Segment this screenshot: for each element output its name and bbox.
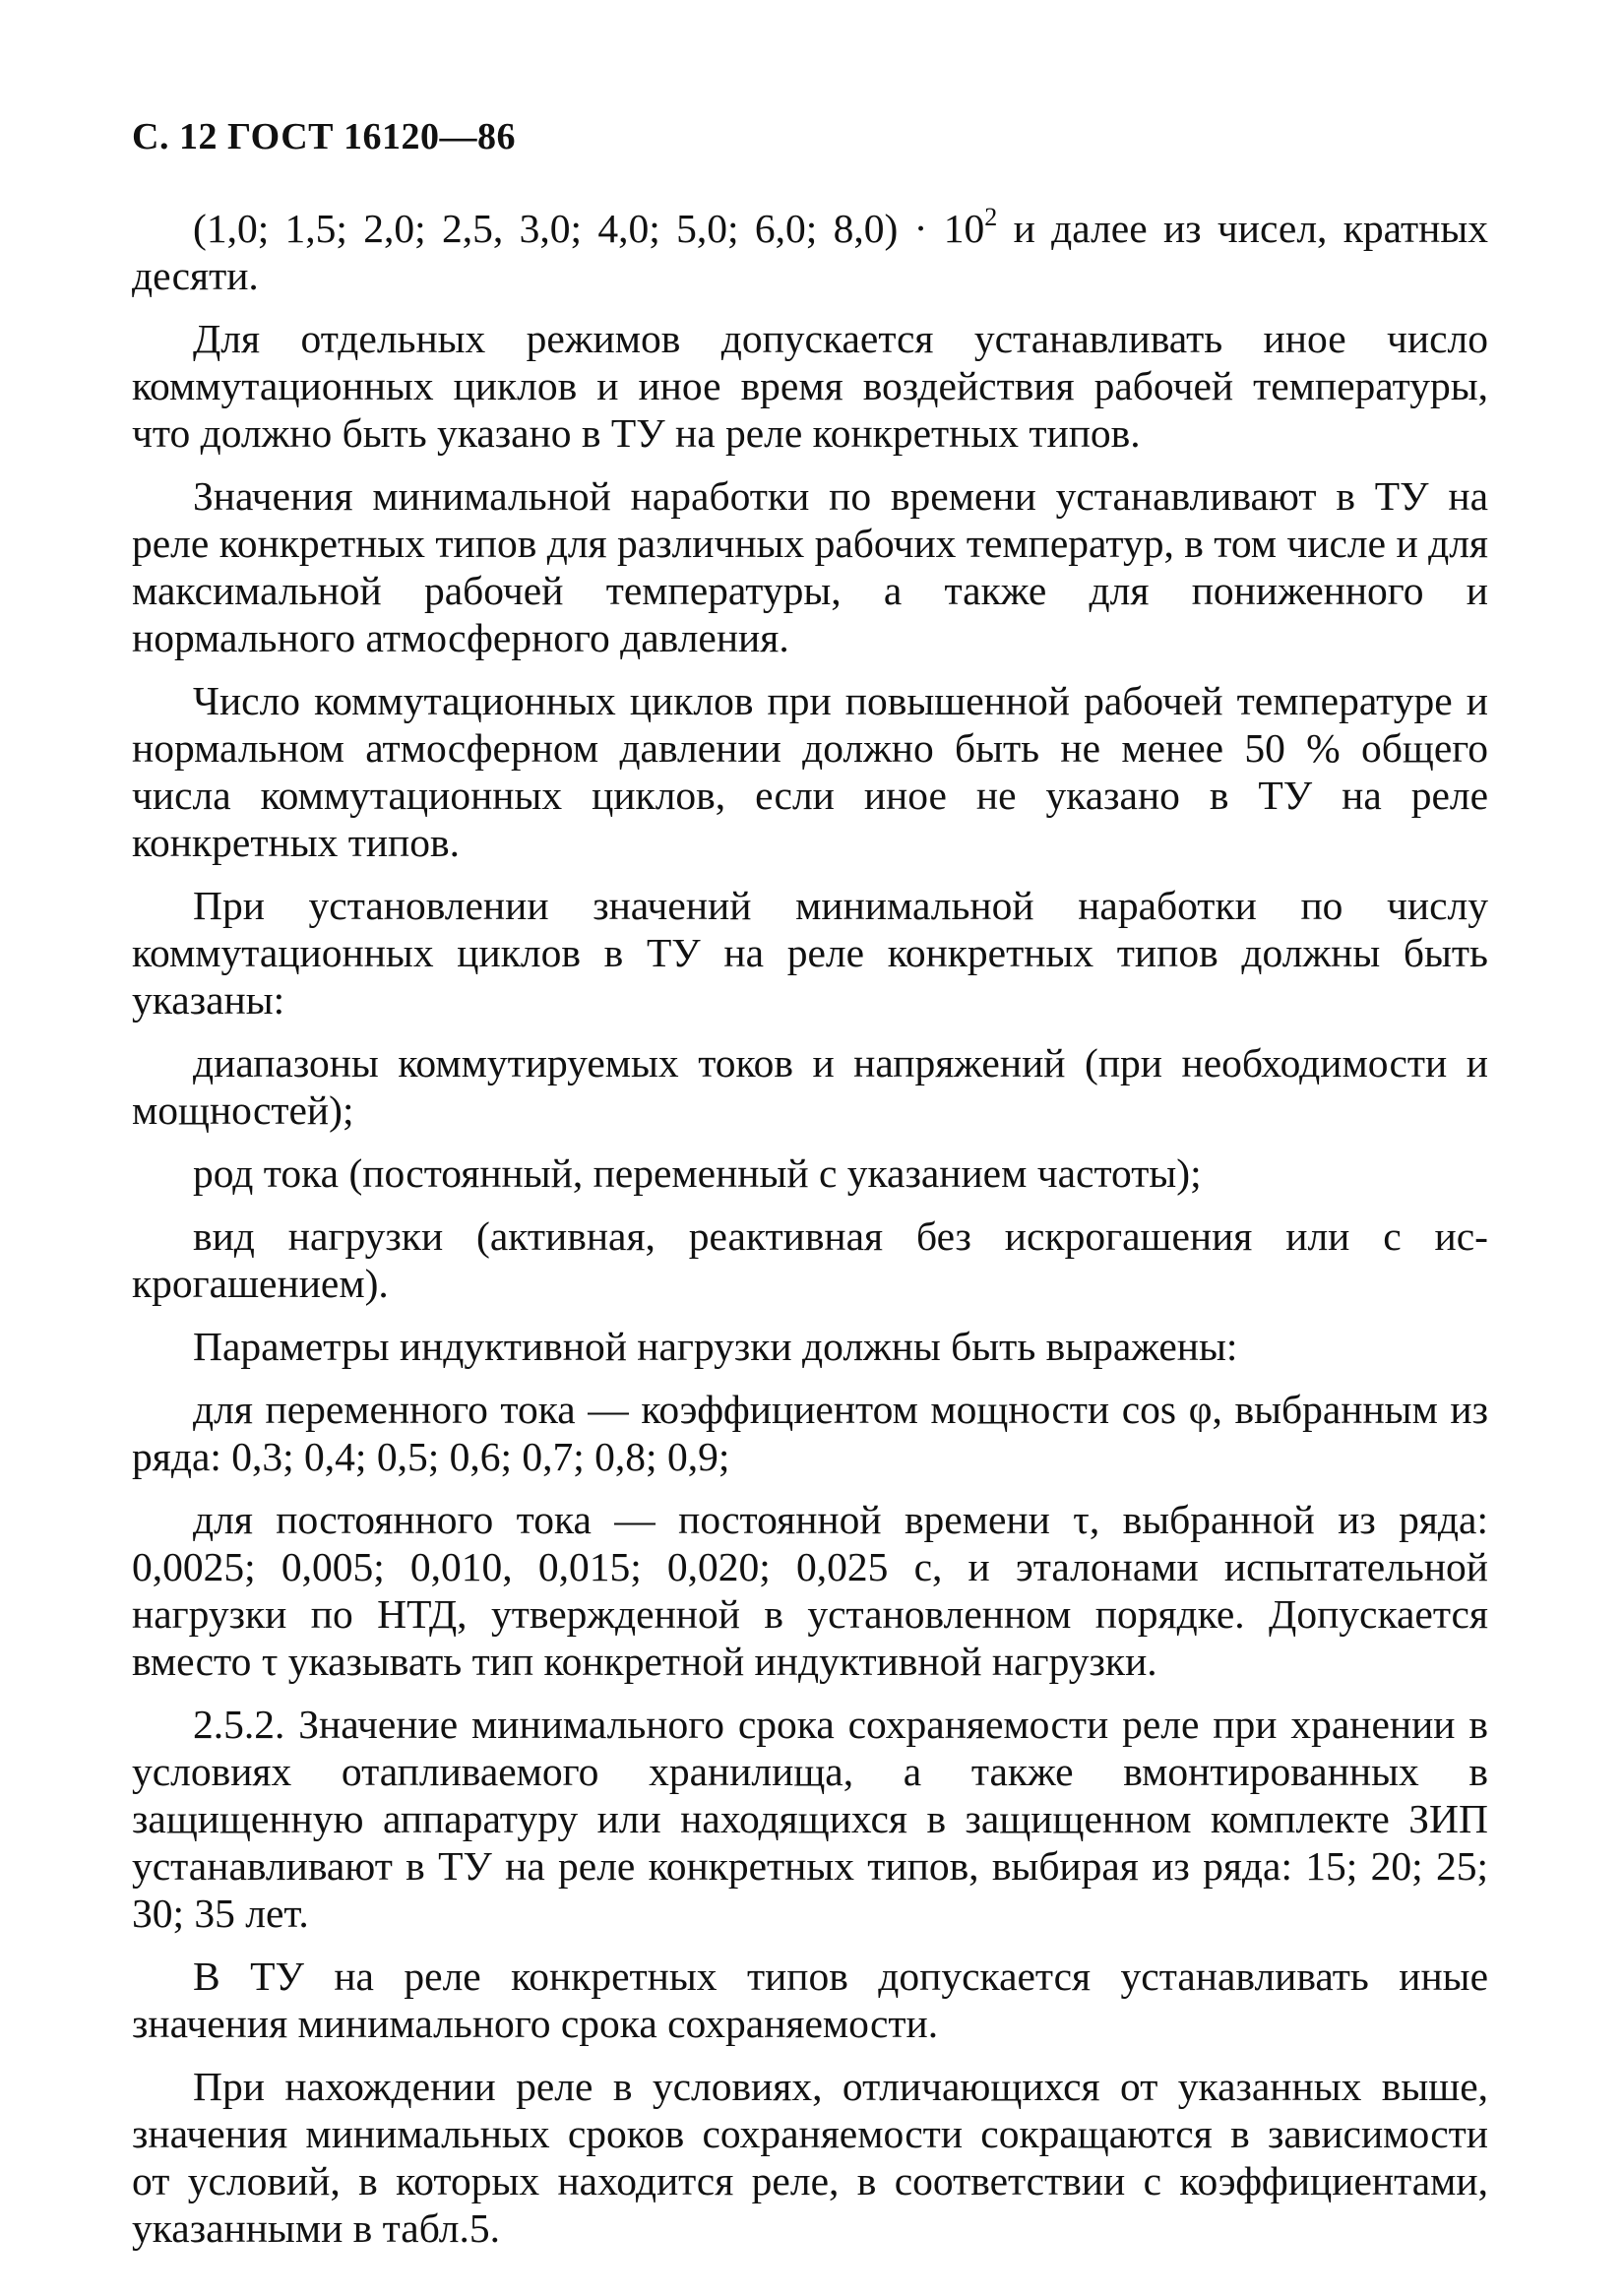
paragraph-other-values: В ТУ на реле конкретных типов допускается устанавливать иные значения минимального срока сохраняемости. — [132, 1954, 1488, 2046]
list-item-dc: для постоянного тока — постоянной времени τ, выбранной из ряда: 0,0025; 0,005; 0,010, 0,015; 0,020; 0,025 с, и эталонами испытательной нагрузки по НТД, утвержденной в установленном порядке. Допускается вместо τ указывать тип конкретной индуктивной нагрузки. — [132, 1497, 1488, 1684]
clause-2-5-2: 2.5.2. Значение минимального срока сохраняемости реле при хранении в условиях отапливаемого хранилища, а также вмонтированных в защищенную аппаратуру или находящихся в защищенном комплекте ЗИП устанавливают в ТУ на реле конкретных типов, выбирая из ряда: 15; 20; 25; 30; 35 лет. — [132, 1702, 1488, 1936]
paragraph-3: Значения минимальной наработки по времени устанавливают в ТУ на реле конкретных типов для различных рабочих температур, в том числе и для максимальной рабочей температуры, а также для пониженного и нормального атмосферного давления. — [132, 473, 1488, 660]
paragraph-conditions: При нахождении реле в условиях, отличающихся от указанных выше, значения минимальных сроков сохраняемости сокращаются в зависимости от условий, в которых находится реле, в соответствии с коэффициентами, указанными в табл.5. — [132, 2064, 1488, 2251]
paragraph-1-post: и далее из чисел, кратных десяти. — [132, 206, 1488, 298]
list-item-current-type: род тока (постоянный, переменный с указанием частоты); — [193, 1150, 1202, 1196]
paragraph-1-superscript: 2 — [984, 203, 998, 232]
paragraph-inductive-load: Параметры индуктивной нагрузки должны быть выражены: — [193, 1324, 1238, 1369]
paragraph-1 — [132, 205, 1488, 299]
paragraph-5: При установлении значений минимальной наработки по числу коммутационных циклов в ТУ на реле конкретных типов должны быть указаны: — [132, 883, 1488, 1023]
list-item-ac: для переменного тока — коэффициентом мощности cos φ, выбранным из ряда: 0,3; 0,4; 0,5; 0,6; 0,7; 0,8; 0,9; — [132, 1387, 1488, 1479]
paragraph-2: Для отдельных режимов допускается устанавливать иное число коммутационных циклов и иное время воздействия рабочей температуры, что должно быть указано в ТУ на реле конкретных типов. — [132, 316, 1488, 456]
body-text — [132, 205, 1488, 2267]
paragraph-1-pre: (1,0; 1,5; 2,0; 2,5, 3,0; 4,0; 5,0; 6,0; 8,0) · 10 — [193, 206, 985, 251]
running-head: С. 12 ГОСТ 16120—86 — [132, 116, 516, 157]
paragraph-4: Число коммутационных циклов при повышенной рабочей температуре и нормальном атмосферном давлении должно быть не менее 50 % общего числа коммутационных циклов, если иное не указано в ТУ на реле конкретных типов. — [132, 678, 1488, 865]
list-item-load-type: вид нагрузки (активная, реактивная без искрогашения или с искрогашением). — [132, 1213, 1488, 1306]
list-item-ranges: диапазоны коммутируемых токов и напряжений (при необходимости и мощностей); — [132, 1040, 1488, 1133]
